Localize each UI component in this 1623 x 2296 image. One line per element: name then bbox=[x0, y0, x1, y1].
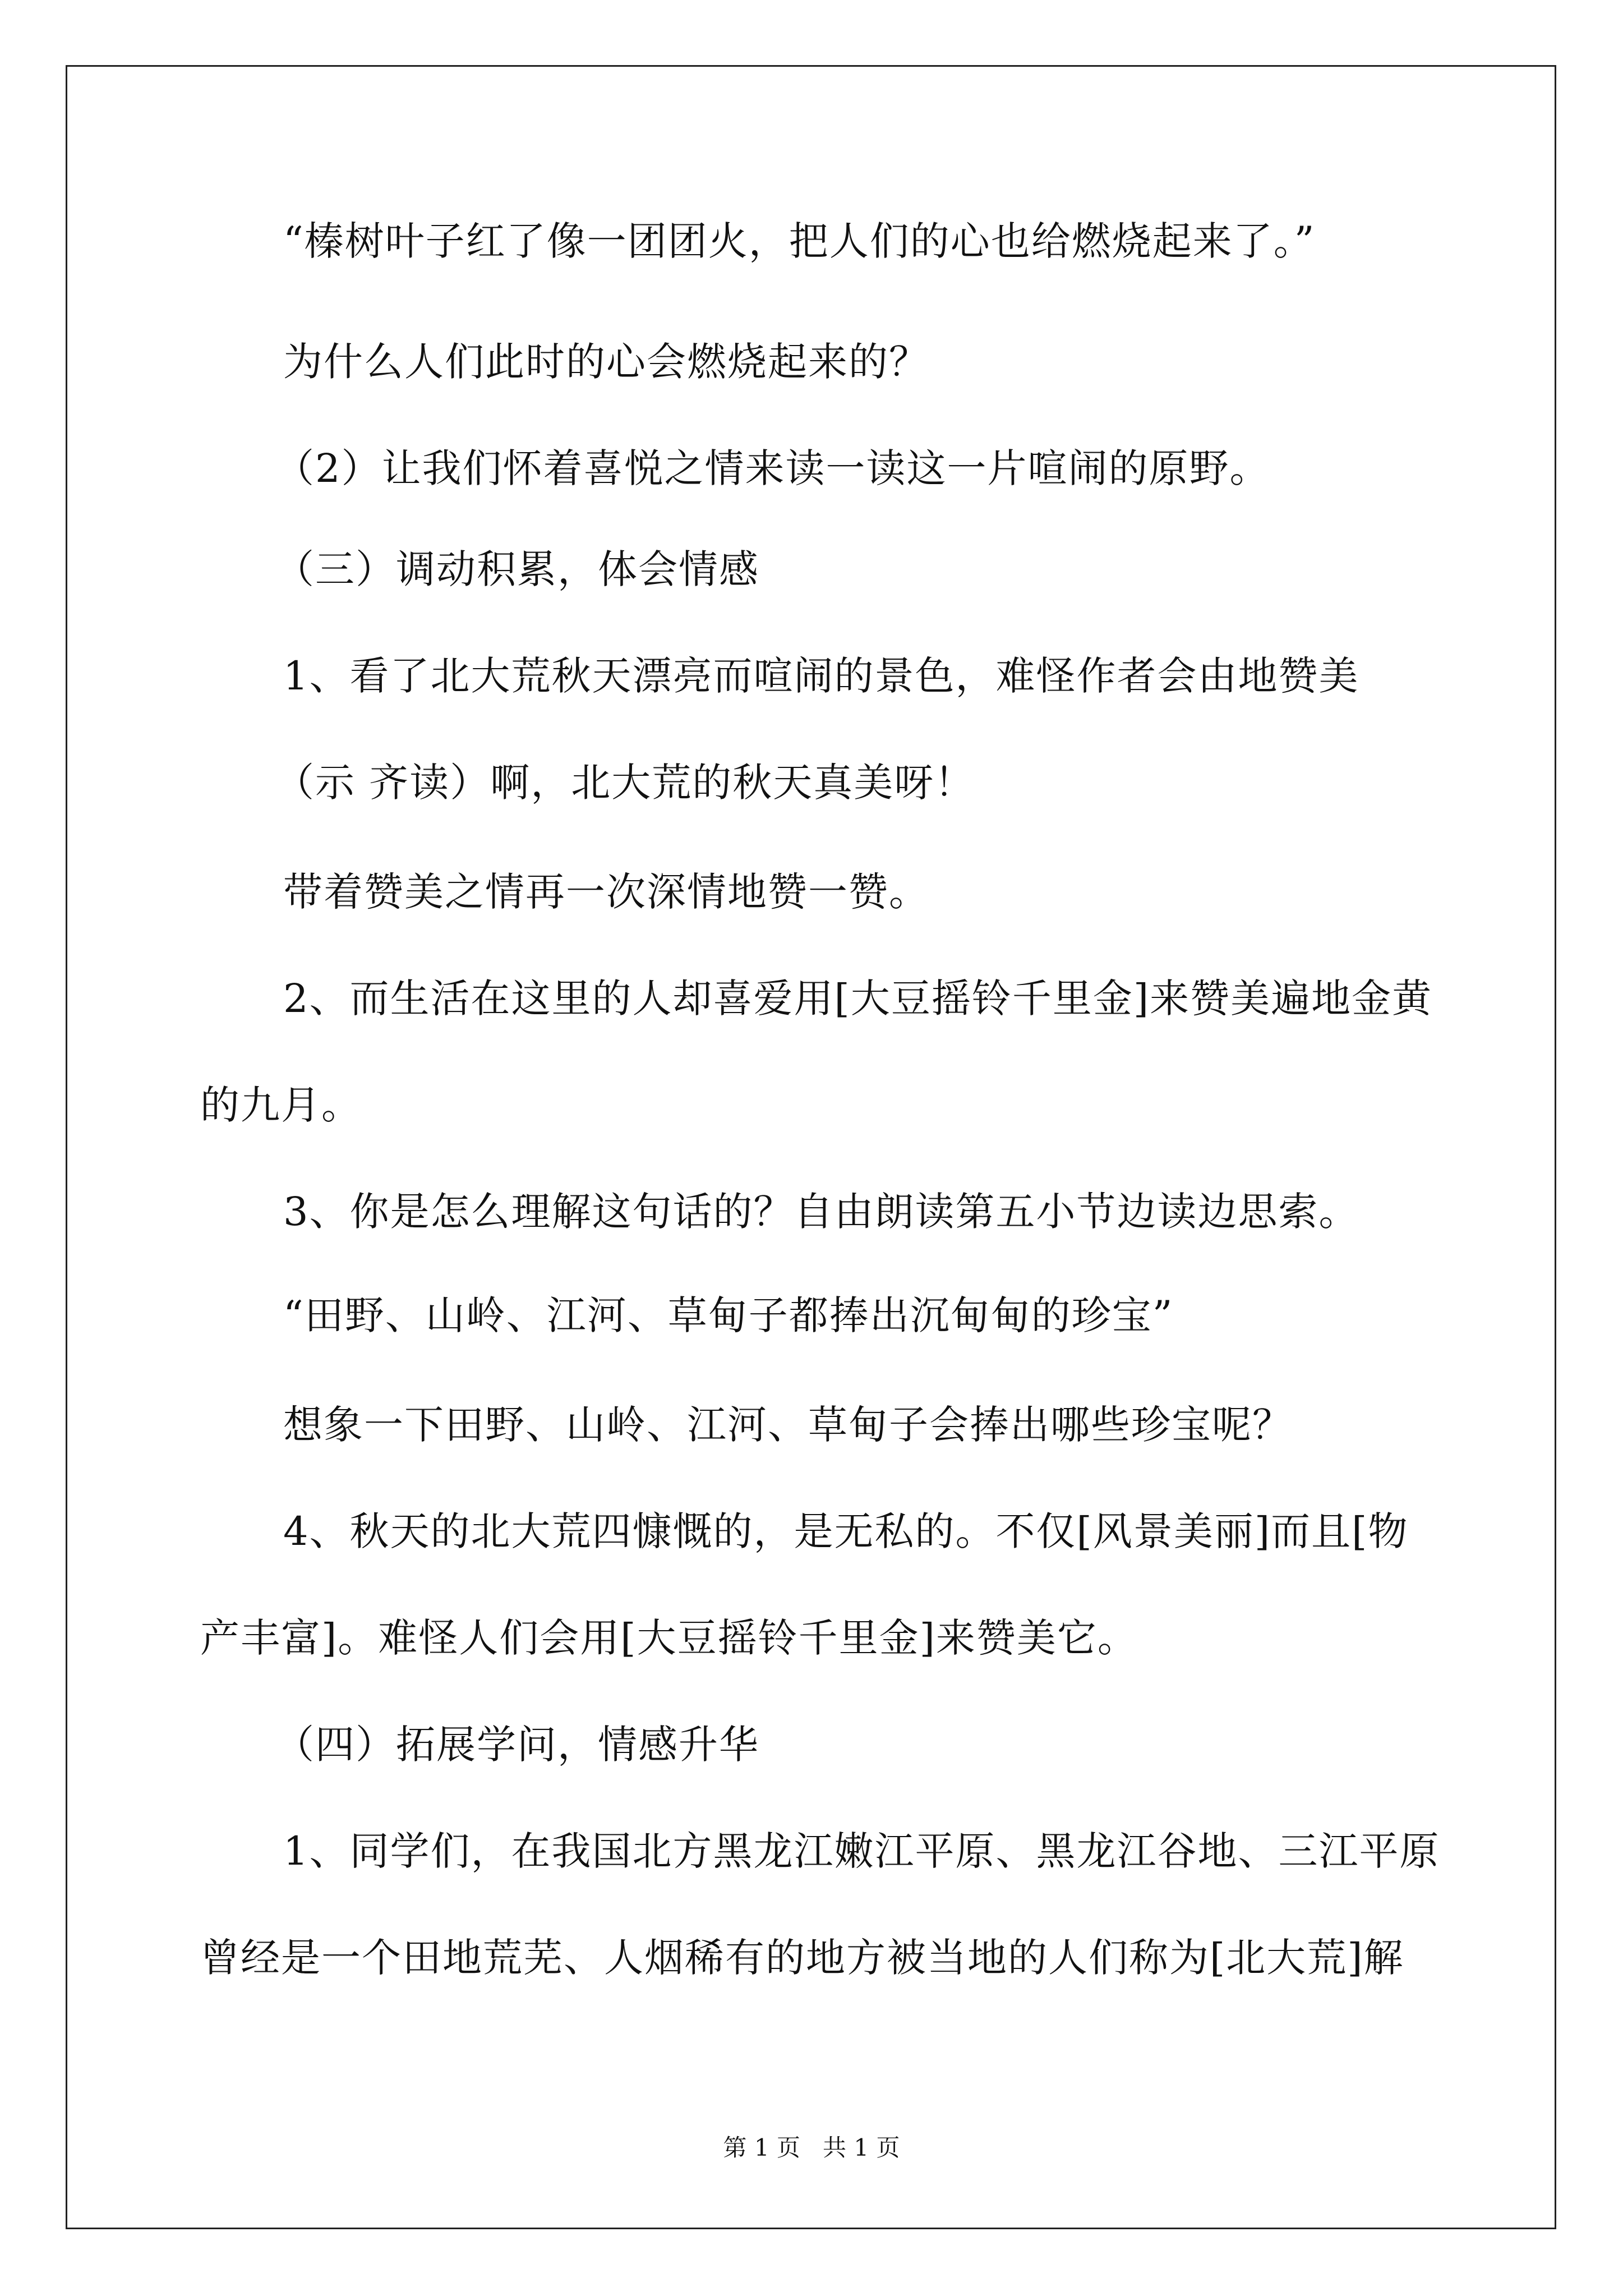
paragraph-line: 的九月。 bbox=[200, 1082, 362, 1128]
section-heading: （四）拓展学问，情感升华 bbox=[275, 1722, 759, 1768]
quote-line: “田野、山岭、江河、草甸子都捧出沉甸甸的珍宝” bbox=[283, 1292, 1174, 1338]
paragraph-line: 1、看了北大荒秋天漂亮而喧闹的景色，难怪作者会由地赞美 bbox=[283, 653, 1359, 699]
paragraph-line: 1、同学们，在我国北方黑龙江嫩江平原、黑龙江谷地、三江平原 bbox=[283, 1828, 1440, 1874]
paragraph-line: 曾经是一个田地荒芜、人烟稀有的地方被当地的人们称为[北大荒]解 bbox=[200, 1935, 1404, 1981]
paragraph-line: 3、你是怎么理解这句话的？自由朗读第五小节边读边思索。 bbox=[283, 1189, 1359, 1235]
paragraph-line: （示 齐读）啊，北大荒的秋天真美呀！ bbox=[275, 760, 975, 806]
paragraph-line: 4、秋天的北大荒四慷慨的，是无私的。不仅[风景美丽]而且[物 bbox=[283, 1508, 1409, 1554]
paragraph-line: （2）让我们怀着喜悦之情来读一读这一片喧闹的原野。 bbox=[275, 445, 1270, 491]
paragraph-line: 想象一下田野、山岭、江河、草甸子会捧出哪些珍宝呢？ bbox=[283, 1402, 1293, 1448]
paragraph-line: 2、而生活在这里的人却喜爱用[大豆摇铃千里金]来赞美遍地金黄 bbox=[283, 976, 1433, 1022]
page-footer: 第 1 页 共 1 页 bbox=[723, 2134, 900, 2161]
paragraph-line: 为什么人们此时的心会燃烧起来的？ bbox=[283, 339, 929, 385]
page-border bbox=[66, 65, 1556, 2229]
section-heading: （三）调动积累，体会情感 bbox=[275, 546, 759, 592]
paragraph-line: 带着赞美之情再一次深情地赞一赞。 bbox=[283, 869, 929, 915]
paragraph-line: “榛树叶子红了像一团团火，把人们的心也给燃烧起来了。” bbox=[283, 218, 1316, 264]
paragraph-line: 产丰富]。难怪人们会用[大豆摇铃千里金]来赞美它。 bbox=[200, 1615, 1138, 1661]
